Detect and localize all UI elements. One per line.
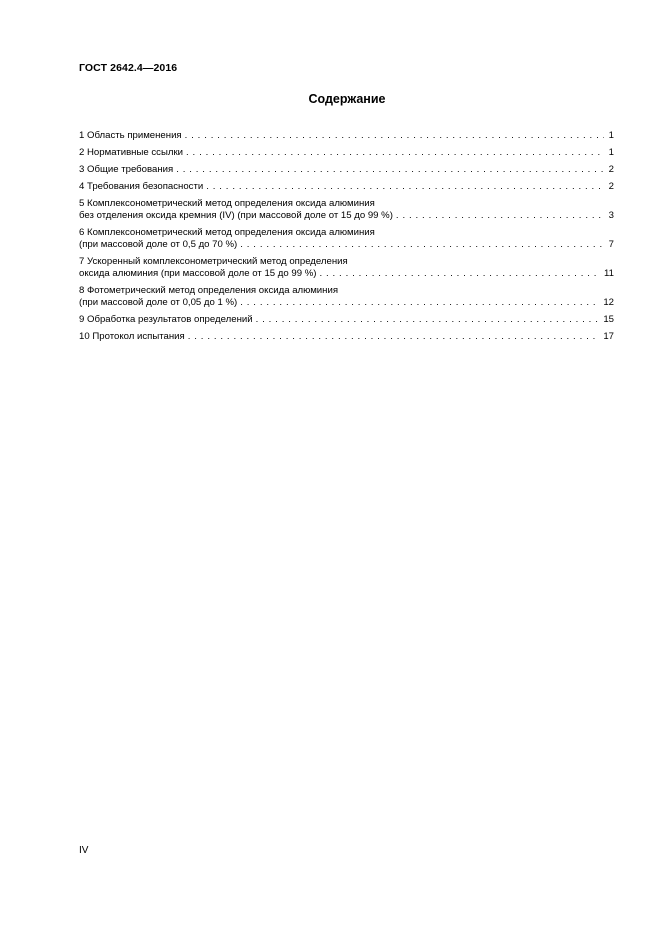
- toc-entry-8[interactable]: [79, 285, 614, 309]
- toc-entry-page: 2: [608, 164, 614, 175]
- toc-entry-text-line1: 6 Комплексонометрический метод определения оксида алюминия: [79, 227, 375, 238]
- toc-entry-text: без отделения оксида кремния (IV) (при массовой доле от 15 до 99 %): [79, 210, 393, 221]
- table-of-contents: [79, 130, 614, 343]
- toc-entry-text: (при массовой доле от 0,05 до 1 %): [79, 297, 238, 308]
- toc-entry-text: 10 Протокол испытания: [79, 331, 185, 342]
- toc-entry-text: 3 Общие требования: [79, 164, 174, 175]
- toc-entry-page: 11: [604, 268, 614, 279]
- toc-entry-5[interactable]: [79, 198, 614, 222]
- page-number: IV: [79, 845, 89, 856]
- dot-leader: [319, 268, 601, 280]
- toc-entry-9[interactable]: [79, 314, 614, 326]
- toc-entry-text-line1: 7 Ускоренный комплексонометрический метод определения: [79, 256, 348, 267]
- toc-entry-3[interactable]: [79, 164, 614, 176]
- toc-entry-page: 17: [603, 331, 614, 342]
- dot-leader: [240, 239, 604, 251]
- dot-leader: [188, 331, 601, 343]
- toc-entry-page: 2: [608, 181, 614, 192]
- toc-entry-1[interactable]: [79, 130, 614, 142]
- toc-entry-10[interactable]: [79, 331, 614, 343]
- dot-leader: [186, 147, 604, 159]
- dot-leader: [240, 297, 600, 309]
- dot-leader: [206, 181, 604, 193]
- toc-entry-page: 3: [608, 210, 614, 221]
- dot-leader: [256, 314, 601, 326]
- toc-entry-2[interactable]: [79, 147, 614, 159]
- toc-entry-page: 12: [603, 297, 614, 308]
- dot-leader: [185, 130, 604, 142]
- toc-entry-text: 4 Требования безопасности: [79, 181, 204, 192]
- toc-title: Содержание: [308, 92, 386, 106]
- dot-leader: [396, 210, 604, 222]
- toc-entry-6[interactable]: [79, 227, 614, 251]
- toc-entry-4[interactable]: [79, 181, 614, 193]
- toc-entry-text-line1: 8 Фотометрический метод определения оксида алюминия: [79, 285, 339, 296]
- toc-entry-page: 1: [608, 147, 614, 158]
- toc-entry-text-line1: 5 Комплексонометрический метод определения оксида алюминия: [79, 198, 375, 209]
- toc-entry-text: 9 Обработка результатов определений: [79, 314, 253, 325]
- toc-entry-page: 1: [608, 130, 614, 141]
- toc-entry-text: 1 Область применения: [79, 130, 182, 141]
- dot-leader: [176, 164, 604, 176]
- toc-entry-7[interactable]: [79, 256, 614, 280]
- toc-entry-text: 2 Нормативные ссылки: [79, 147, 184, 158]
- toc-entry-page: 7: [608, 239, 614, 250]
- standard-code: ГОСТ 2642.4—2016: [79, 62, 178, 74]
- toc-entry-text: (при массовой доле от 0,5 до 70 %): [79, 239, 238, 250]
- toc-entry-page: 15: [603, 314, 614, 325]
- toc-entry-text: оксида алюминия (при массовой доле от 15 до 99 %): [79, 268, 317, 279]
